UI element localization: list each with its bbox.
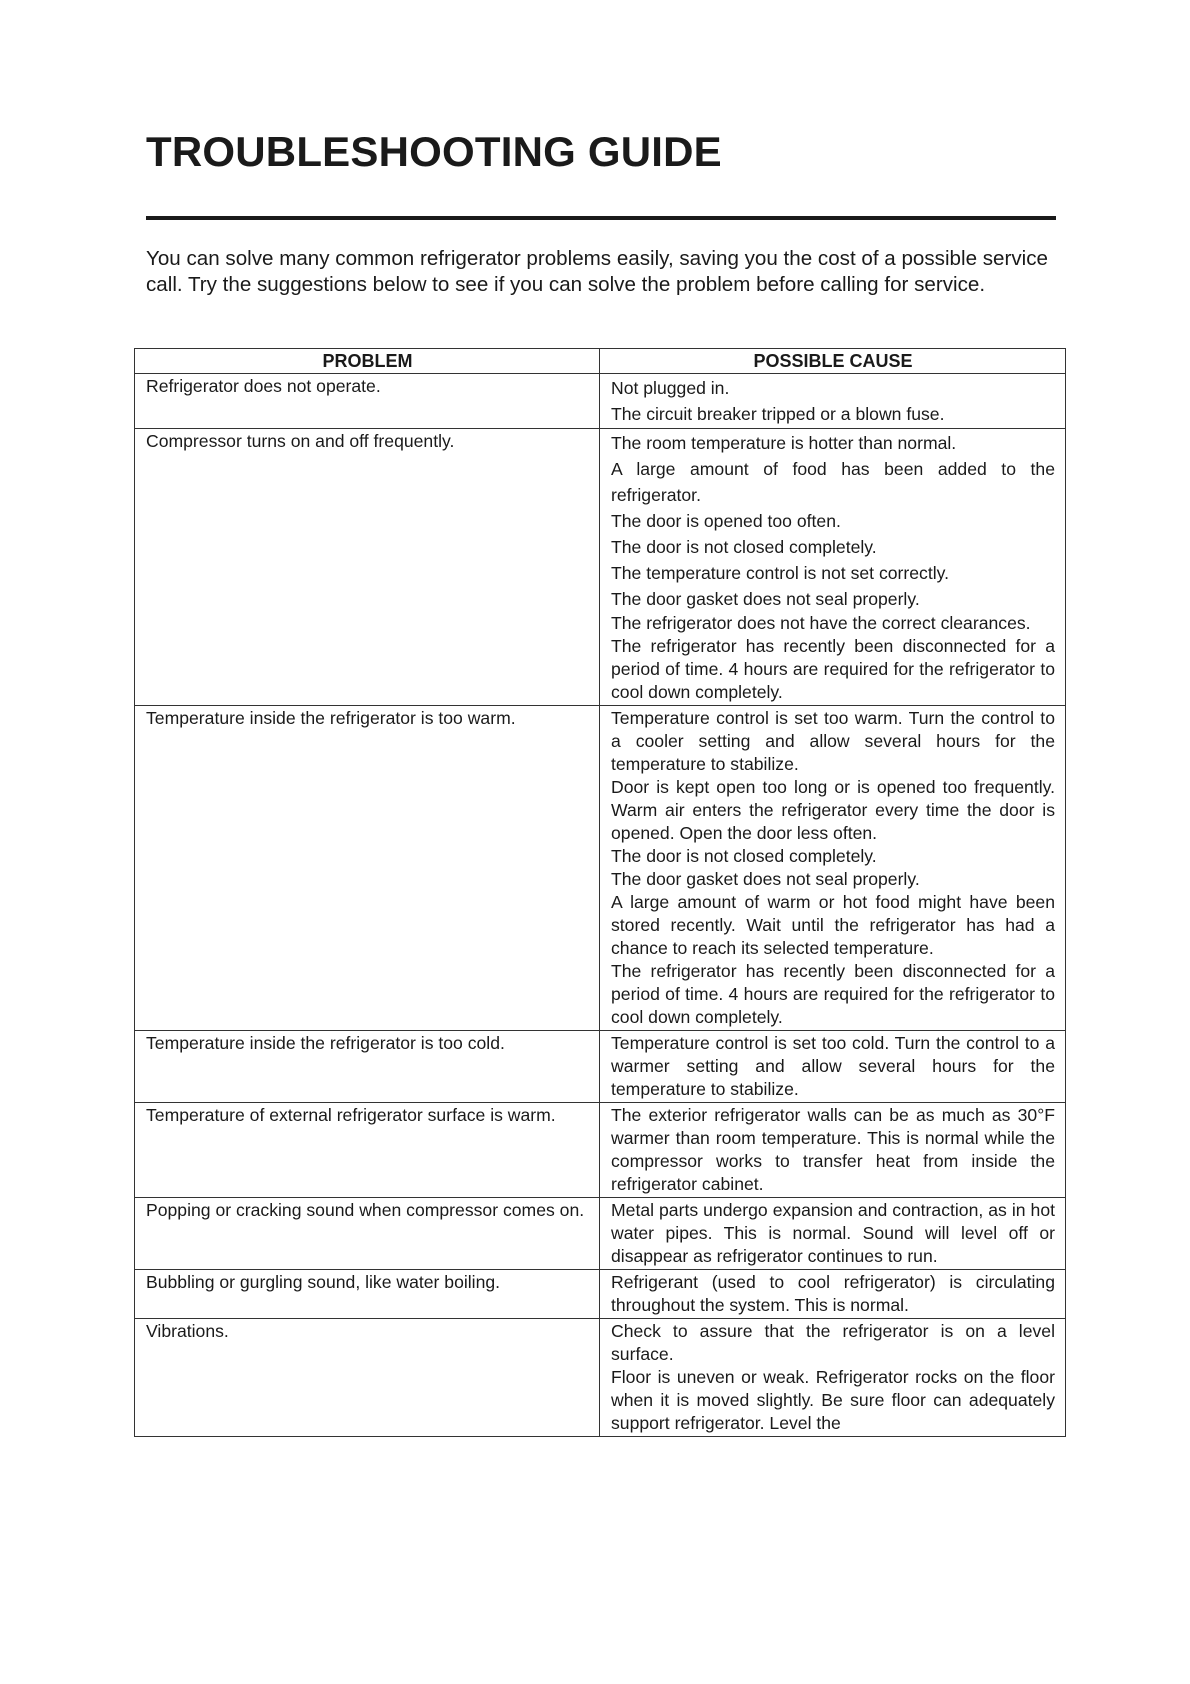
cause-item: Not plugged in. — [611, 378, 730, 398]
cause-item: The refrigerator does not have the correct clearances. — [611, 613, 1031, 633]
cause-item: Refrigerant (used to cool refrigerator) is circulating throughout the system. This is normal. — [611, 1272, 1055, 1315]
table-row — [135, 1270, 1066, 1319]
cause-item: The door is not closed completely. — [611, 846, 877, 866]
cause-item: The door gasket does not seal properly. — [611, 589, 920, 609]
cause-item: The room temperature is hotter than normal. — [611, 433, 957, 453]
problem-cell: Vibrations. — [135, 1319, 600, 1437]
cause-cell — [600, 1031, 1066, 1103]
cause-item: Metal parts undergo expansion and contraction, as in hot water pipes. This is normal. Sound will level off or disappear as refrigerator continues to run. — [611, 1200, 1055, 1266]
page-title: TROUBLESHOOTING GUIDE — [146, 128, 722, 175]
cause-item: The door gasket does not seal properly. — [611, 869, 920, 889]
cause-cell — [600, 1198, 1066, 1270]
problem-cell: Compressor turns on and off frequently. — [135, 429, 600, 706]
table-row — [135, 1319, 1066, 1437]
cause-item: Temperature control is set too cold. Turn the control to a warmer setting and allow several hours for the temperature to stabilize. — [611, 1033, 1055, 1099]
problem-cell: Temperature of external refrigerator surface is warm. — [135, 1103, 600, 1198]
cause-item: Check to assure that the refrigerator is on a level surface. — [611, 1321, 1055, 1364]
cause-cell — [600, 429, 1066, 706]
problem-cell: Popping or cracking sound when compressor comes on. — [135, 1198, 600, 1270]
cause-cell — [600, 1270, 1066, 1319]
title-divider — [146, 216, 1056, 220]
cause-item: The circuit breaker tripped or a blown fuse. — [611, 404, 945, 424]
problem-cell: Bubbling or gurgling sound, like water boiling. — [135, 1270, 600, 1319]
table-row — [135, 374, 1066, 429]
table-row — [135, 1103, 1066, 1198]
cause-cell — [600, 706, 1066, 1031]
cause-item: The door is not closed completely. — [611, 537, 877, 557]
table-row — [135, 429, 1066, 706]
cause-item: A large amount of warm or hot food might have been stored recently. Wait until the refrigerator has had a chance to reach its selected temperature. — [611, 892, 1055, 958]
column-header-problem: PROBLEM — [135, 349, 600, 374]
table-row — [135, 1198, 1066, 1270]
cause-item: Door is kept open too long or is opened too frequently. Warm air enters the refrigerator every time the door is opened. Open the door less often. — [611, 777, 1055, 843]
cause-cell — [600, 374, 1066, 429]
table-row — [135, 706, 1066, 1031]
cause-item: Temperature control is set too warm. Turn the control to a cooler setting and allow several hours for the temperature to stabilize. — [611, 708, 1055, 774]
cause-item: The refrigerator has recently been disconnected for a period of time. 4 hours are required for the refrigerator to cool down completely. — [611, 636, 1055, 702]
cause-item: The door is opened too often. — [611, 511, 841, 531]
intro-paragraph: You can solve many common refrigerator problems easily, saving you the cost of a possible service call. Try the suggestions below to see if you can solve the problem before calling for service. — [146, 247, 1048, 296]
troubleshooting-table — [134, 348, 1066, 1437]
column-header-possible-cause: POSSIBLE CAUSE — [600, 349, 1066, 374]
cause-item: The temperature control is not set correctly. — [611, 563, 950, 583]
cause-item: A large amount of food has been added to the refrigerator. — [611, 459, 1055, 505]
cause-cell — [600, 1319, 1066, 1437]
problem-cell: Temperature inside the refrigerator is too warm. — [135, 706, 600, 1031]
cause-item: Floor is uneven or weak. Refrigerator rocks on the floor when it is moved slightly. Be sure floor can adequately support refrigerator. Level the — [611, 1367, 1055, 1433]
cause-item: The exterior refrigerator walls can be as much as 30°F warmer than room temperature. This is normal while the compressor works to transfer heat from inside the refrigerator cabinet. — [611, 1105, 1055, 1194]
cause-item: The refrigerator has recently been disconnected for a period of time. 4 hours are required for the refrigerator to cool down completely. — [611, 961, 1055, 1027]
table-header-row — [135, 349, 1066, 374]
cause-cell — [600, 1103, 1066, 1198]
table-row — [135, 1031, 1066, 1103]
problem-cell: Refrigerator does not operate. — [135, 374, 600, 429]
problem-cell: Temperature inside the refrigerator is too cold. — [135, 1031, 600, 1103]
